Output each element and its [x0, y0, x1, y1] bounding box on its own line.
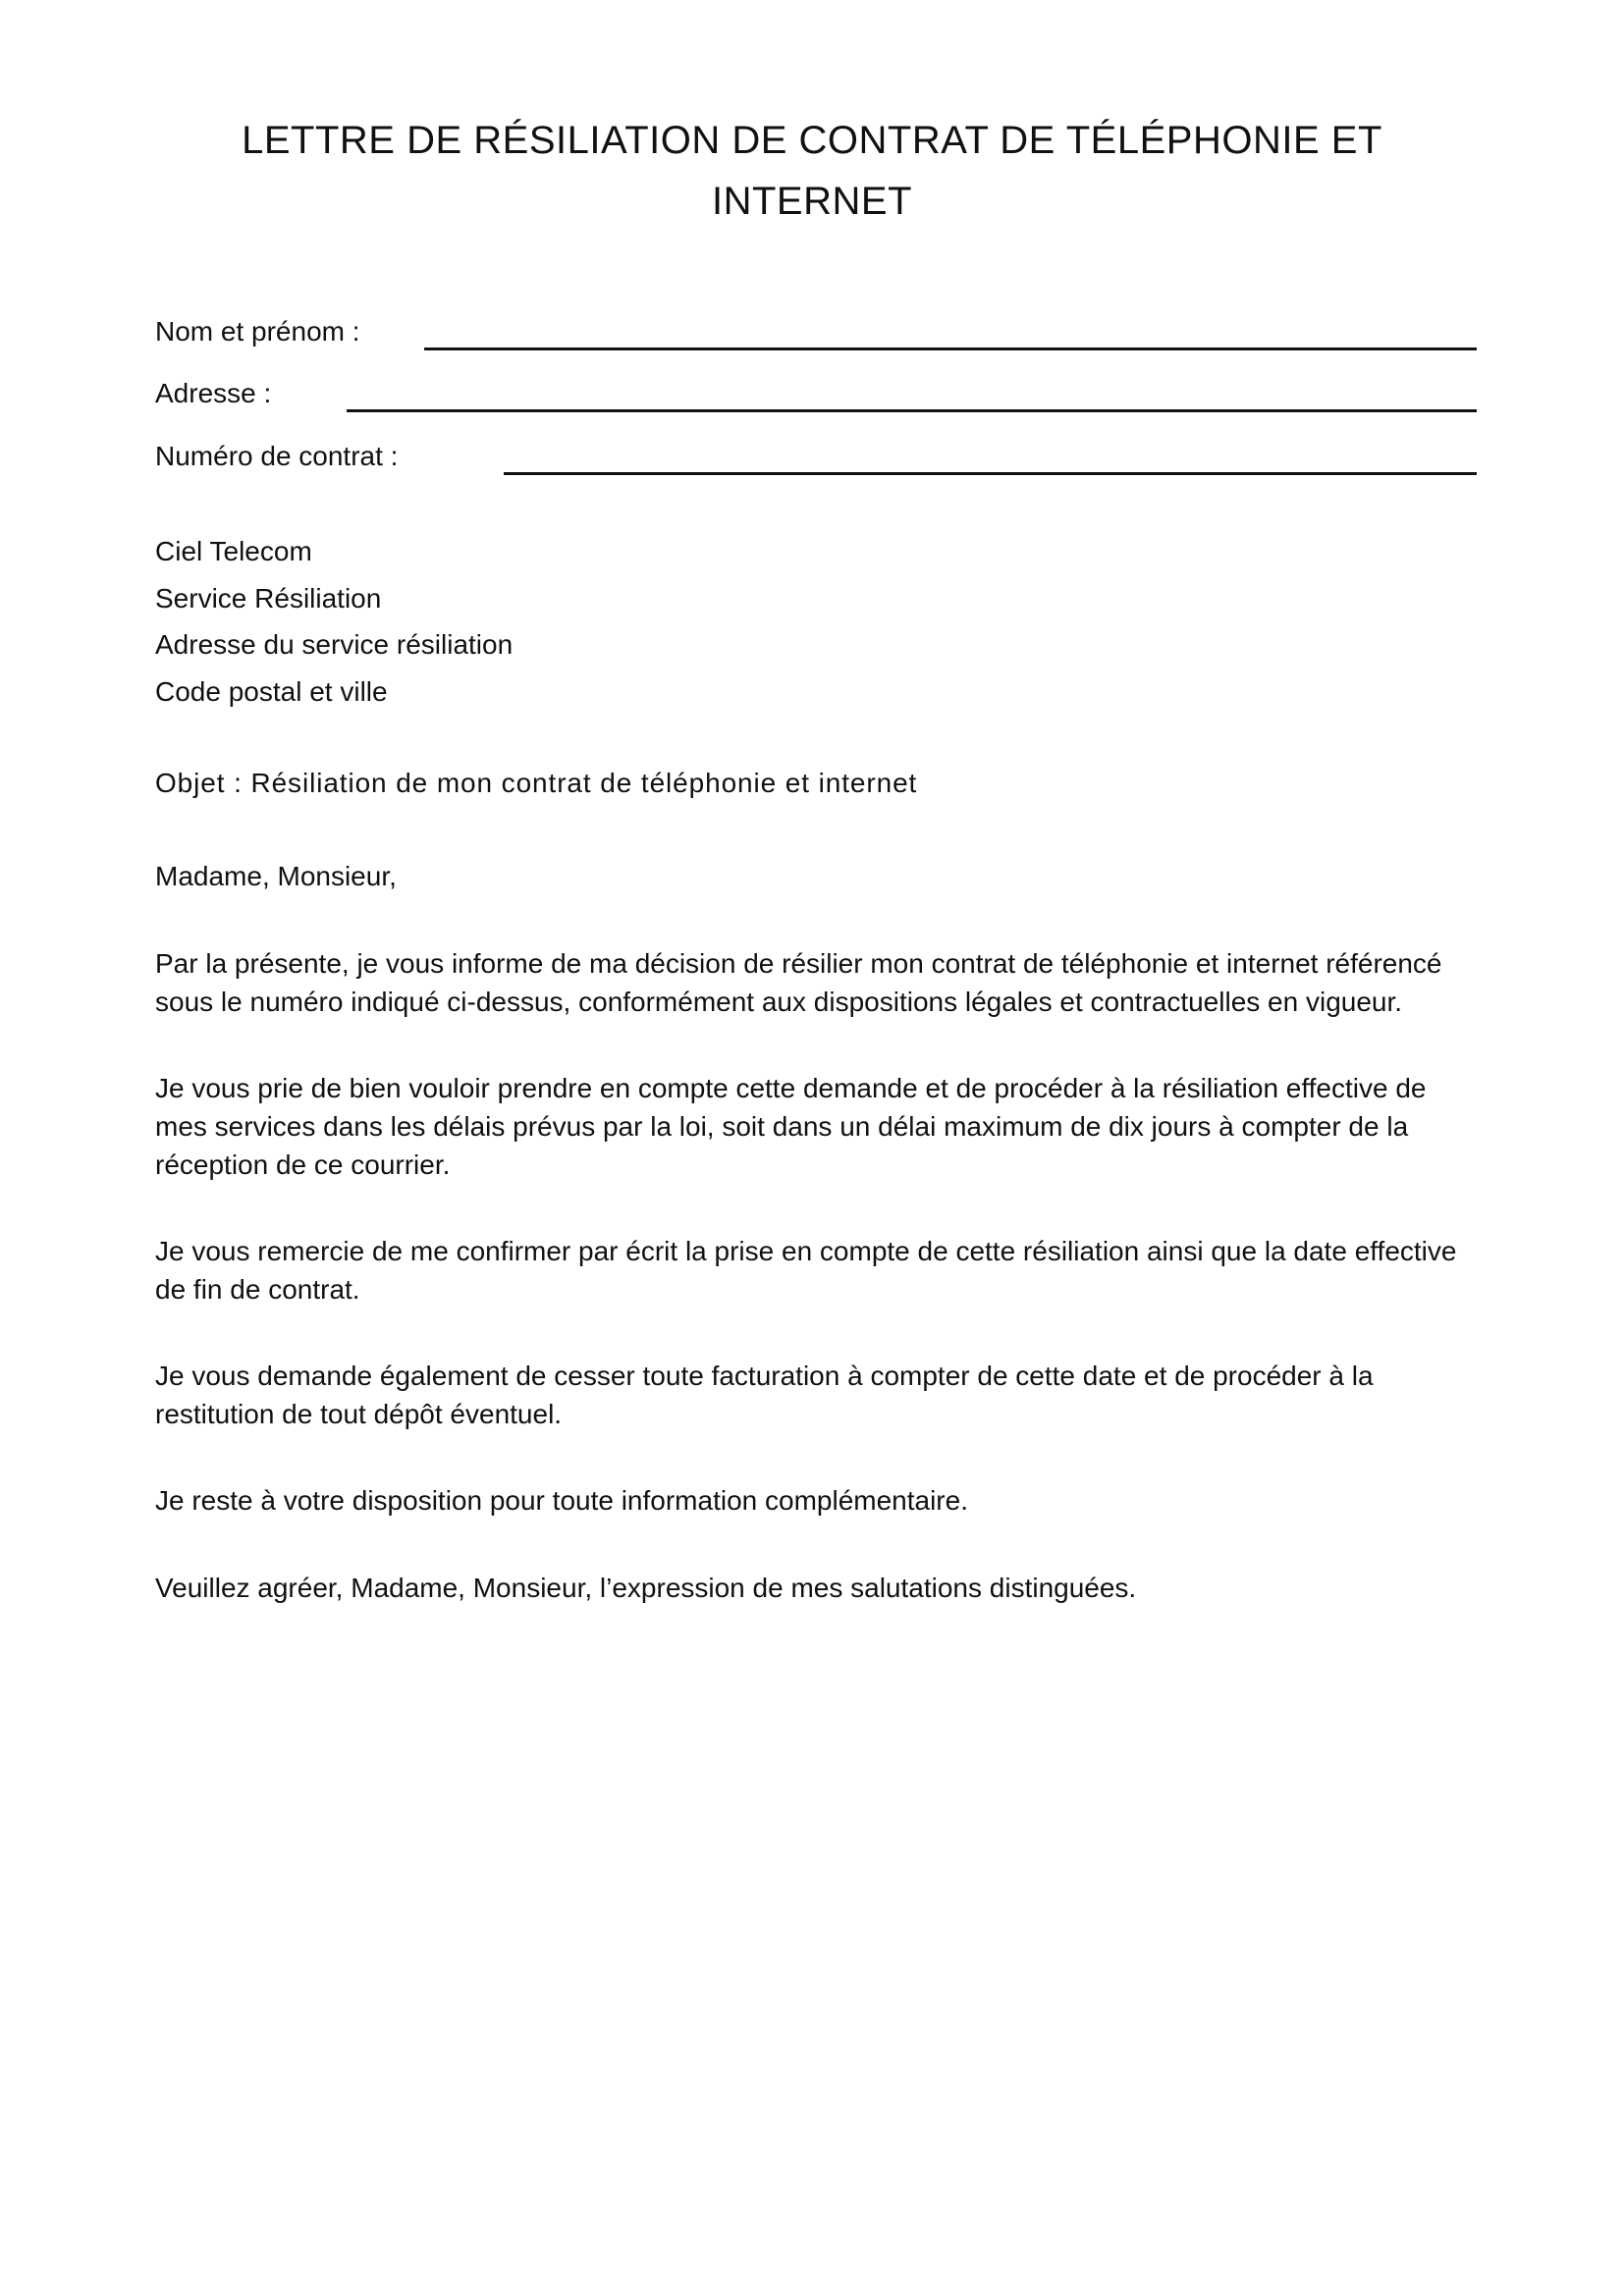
address-field — [155, 374, 1477, 413]
contract-number-field-line[interactable] — [504, 472, 1477, 475]
body-paragraph-1: Par la présente, je vous informe de ma décision de résilier mon contrat de téléphonie et internet référencé sous le numéro indiqué ci-dessus, conformément aux dispositions légales et contractuelles en vigueur. — [155, 948, 1442, 1017]
name-field — [155, 312, 1477, 351]
body-paragraph-2: Je vous prie de bien vouloir prendre en compte cette demande et de procéder à la résiliation effective de mes services dans les délais prévus par la loi, soit dans un délai maximum de dix jours à compter de la réception de ce courrier. — [155, 1073, 1427, 1180]
address-field-line[interactable] — [347, 409, 1477, 412]
recipient-city: Code postal et ville — [155, 675, 388, 707]
body-paragraph-5: Je reste à votre disposition pour toute information complémentaire. — [155, 1485, 968, 1516]
contract-number-field-label: Numéro de contrat : — [155, 441, 399, 471]
closing-formula: Veuillez agréer, Madame, Monsieur, l’expression de mes salutations distinguées. — [155, 1573, 1137, 1603]
name-field-label: Nom et prénom : — [155, 316, 360, 347]
salutation: Madame, Monsieur, — [155, 861, 397, 891]
recipient-service: Service Résiliation — [155, 582, 382, 614]
contract-number-field — [155, 437, 1477, 476]
letter-title: LETTRE DE RÉSILIATION DE CONTRAT DE TÉLÉPHONIE ET INTERNET — [242, 119, 1382, 223]
subject-line: Objet : Résiliation de mon contrat de téléphonie et internet — [155, 768, 918, 798]
body-paragraph-3: Je vous remercie de me confirmer par écrit la prise en compte de cette résiliation ainsi que la date effective de fin de contrat. — [155, 1236, 1457, 1305]
recipient-address-block — [155, 528, 513, 715]
recipient-company: Ciel Telecom — [155, 536, 312, 566]
recipient-street: Adresse du service résiliation — [155, 629, 514, 660]
body-paragraph-4: Je vous demande également de cesser toute facturation à compter de cette date et de procéder à la restitution de tout dépôt éventuel. — [155, 1361, 1374, 1429]
name-field-line[interactable] — [424, 347, 1477, 350]
address-field-label: Adresse : — [155, 378, 272, 408]
